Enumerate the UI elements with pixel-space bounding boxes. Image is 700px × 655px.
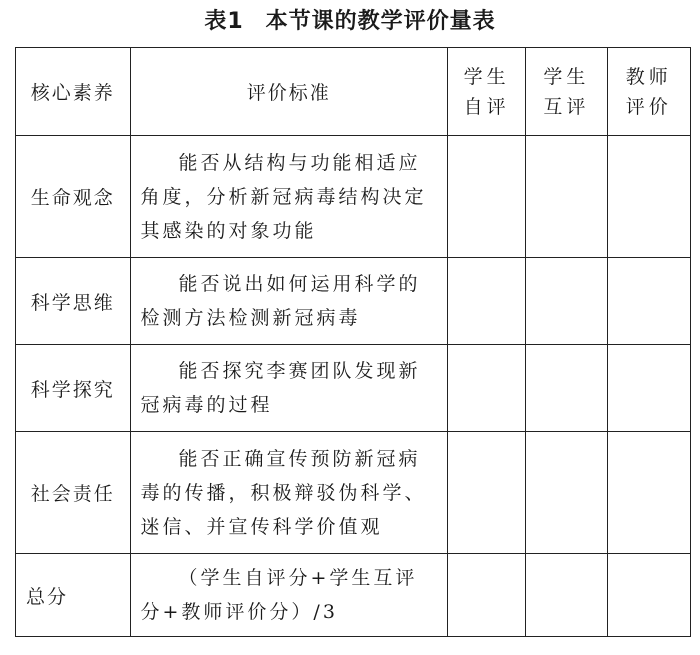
- literacy-cell: 科学思维: [16, 258, 131, 345]
- self-eval-cell[interactable]: [447, 258, 525, 345]
- table-number: 表1: [204, 9, 244, 34]
- header-criteria: 评价标准: [130, 48, 447, 136]
- table-row: [16, 345, 691, 432]
- peer-eval-cell[interactable]: [526, 258, 607, 345]
- criteria-text: 能否正确宣传预防新冠病毒的传播，积极辩驳伪科学、迷信、并宣传科学价值观: [140, 447, 427, 538]
- table-title-text: 本节课的教学评价量表: [265, 9, 496, 34]
- header-peer-eval: [526, 48, 607, 136]
- header-self-eval-line1: 学生: [463, 65, 510, 88]
- header-self-eval-line2: 自评: [463, 95, 510, 118]
- peer-eval-cell[interactable]: [526, 554, 607, 637]
- self-eval-cell[interactable]: [447, 554, 525, 637]
- header-literacy: 核心素养: [16, 48, 131, 136]
- header-teacher-eval-line2: 评价: [625, 95, 672, 118]
- header-peer-eval-line1: 学生: [543, 65, 590, 88]
- literacy-cell: 社会责任: [16, 432, 131, 554]
- teacher-eval-cell[interactable]: [607, 345, 690, 432]
- literacy-cell: 科学探究: [16, 345, 131, 432]
- peer-eval-cell[interactable]: [526, 345, 607, 432]
- criteria-cell: [130, 258, 447, 345]
- teacher-eval-cell[interactable]: [607, 554, 690, 637]
- header-peer-eval-line2: 互评: [543, 95, 590, 118]
- self-eval-cell[interactable]: [447, 432, 525, 554]
- self-eval-cell[interactable]: [447, 136, 525, 258]
- table-row: [16, 136, 691, 258]
- total-label: 总分: [16, 554, 131, 637]
- literacy-cell: 生命观念: [16, 136, 131, 258]
- teacher-eval-cell[interactable]: [607, 432, 690, 554]
- header-teacher-eval-line1: 教师: [625, 65, 672, 88]
- table-title: [0, 6, 700, 38]
- header-row: [16, 48, 691, 136]
- criteria-text: 能否说出如何运用科学的检测方法检测新冠病毒: [140, 273, 421, 329]
- teacher-eval-cell[interactable]: [607, 136, 690, 258]
- criteria-text: 能否从结构与功能相适应角度，分析新冠病毒结构决定其感染的对象功能: [140, 151, 427, 242]
- criteria-cell: [130, 136, 447, 258]
- total-formula-cell: [130, 554, 447, 637]
- header-self-eval: [447, 48, 525, 136]
- table-row: [16, 432, 691, 554]
- criteria-cell: [130, 432, 447, 554]
- criteria-text: 能否探究李赛团队发现新冠病毒的过程: [140, 360, 421, 416]
- criteria-cell: [130, 345, 447, 432]
- evaluation-table: [15, 47, 691, 637]
- peer-eval-cell[interactable]: [526, 432, 607, 554]
- table-row: [16, 258, 691, 345]
- header-teacher-eval: [607, 48, 690, 136]
- teacher-eval-cell[interactable]: [607, 258, 690, 345]
- total-row: [16, 554, 691, 637]
- peer-eval-cell[interactable]: [526, 136, 607, 258]
- self-eval-cell[interactable]: [447, 345, 525, 432]
- total-formula: （学生自评分+学生互评分+教师评价分）/3: [140, 567, 418, 623]
